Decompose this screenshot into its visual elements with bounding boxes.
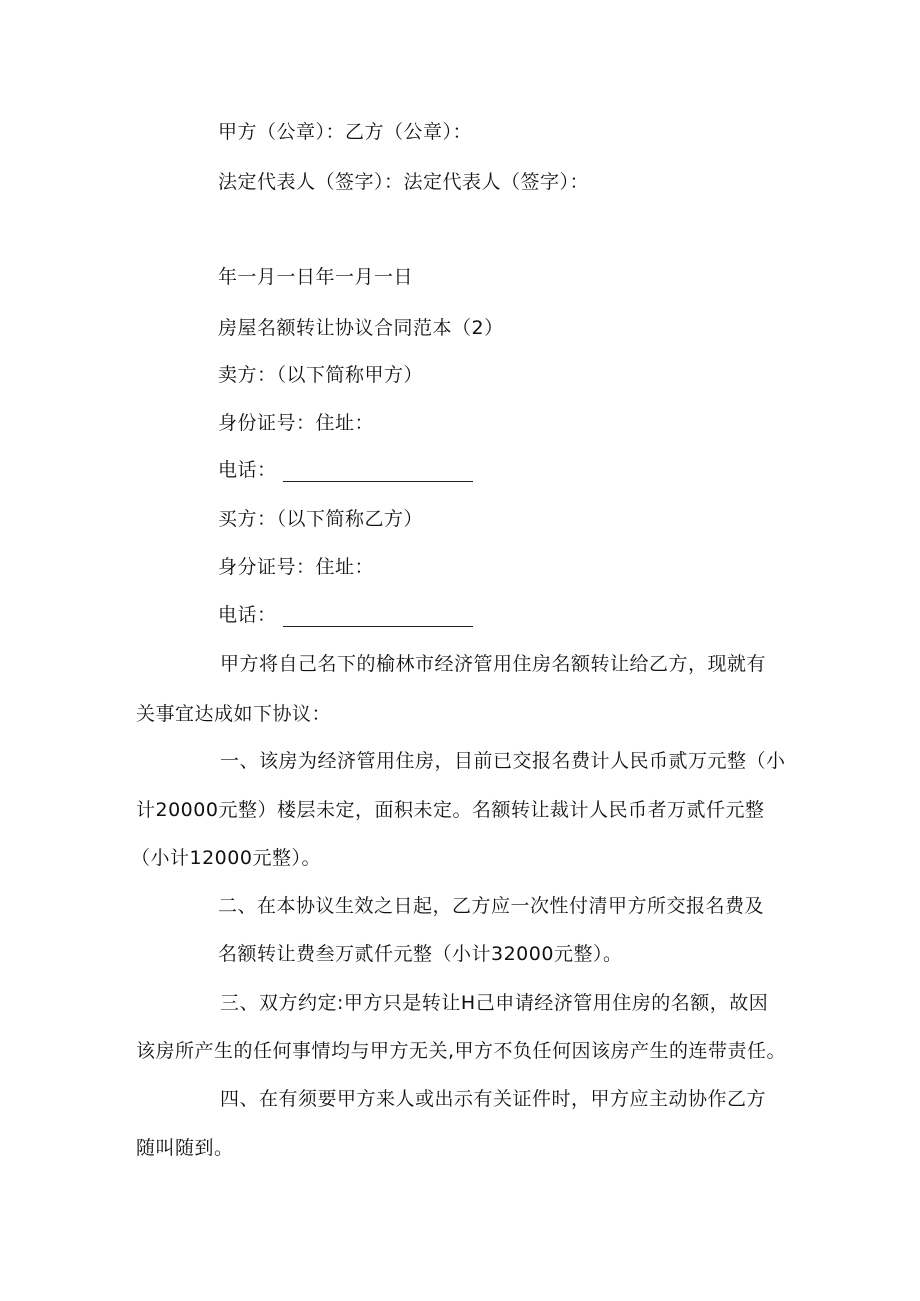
seller-phone-blank bbox=[283, 463, 473, 482]
clause-4-line-2: 随叫随到。 bbox=[136, 1137, 234, 1159]
seal-line: 甲方（公章）：乙方（公章）： bbox=[218, 121, 473, 143]
intro-paragraph-line-1: 甲方将自己名下的榆林市经济管用住房名额转让给乙方，现就有 bbox=[220, 653, 767, 675]
clause-1-line-2: 计20000元整）楼层未定，面积未定。名额转让裁计人民币者万贰仟元整 bbox=[136, 799, 765, 821]
date-line: 年一月一日年一月一日 bbox=[218, 266, 414, 288]
seller-id-line: 身份证号：住址： bbox=[218, 412, 375, 434]
intro-paragraph-line-2: 关事宜达成如下协议： bbox=[136, 703, 332, 725]
clause-1-line-1: 一、该房为经济管用住房，目前已交报名费计人民币贰万元整（小 bbox=[220, 750, 786, 772]
seller-line: 卖方：（以下简称甲方） bbox=[218, 364, 424, 386]
seller-phone-label: 电话： bbox=[218, 459, 277, 481]
document-title: 房屋名额转让协议合同范本（2） bbox=[218, 317, 504, 339]
buyer-id-line: 身分证号：住址： bbox=[218, 556, 375, 578]
buyer-phone-blank bbox=[283, 608, 473, 627]
buyer-phone-line bbox=[218, 603, 473, 627]
clause-3-line-1: 三、双方约定:甲方只是转让H己申请经济管用住房的名额，故因 bbox=[220, 992, 769, 1014]
buyer-phone-label: 电话： bbox=[218, 604, 277, 626]
clause-2-line-1: 二、在本协议生效之日起，乙方应一次性付清甲方所交报名费及 bbox=[218, 895, 765, 917]
clause-3-line-2: 该房所产生的任何事情均与甲方无关,甲方不负任何因该房产生的连带责任。 bbox=[136, 1040, 787, 1062]
buyer-line: 买方：（以下简称乙方） bbox=[218, 508, 424, 530]
clause-4-line-1: 四、在有须要甲方来人或出示有关证件时，甲方应主动协作乙方 bbox=[220, 1088, 767, 1110]
clause-1-line-3: （小计12000元整）。 bbox=[131, 847, 321, 869]
signature-line: 法定代表人（签字）：法定代表人（签字）： bbox=[218, 171, 590, 193]
seller-phone-line bbox=[218, 458, 473, 482]
clause-2-line-2: 名额转让费叁万贰仟元整（小计32000元整）。 bbox=[218, 943, 623, 965]
